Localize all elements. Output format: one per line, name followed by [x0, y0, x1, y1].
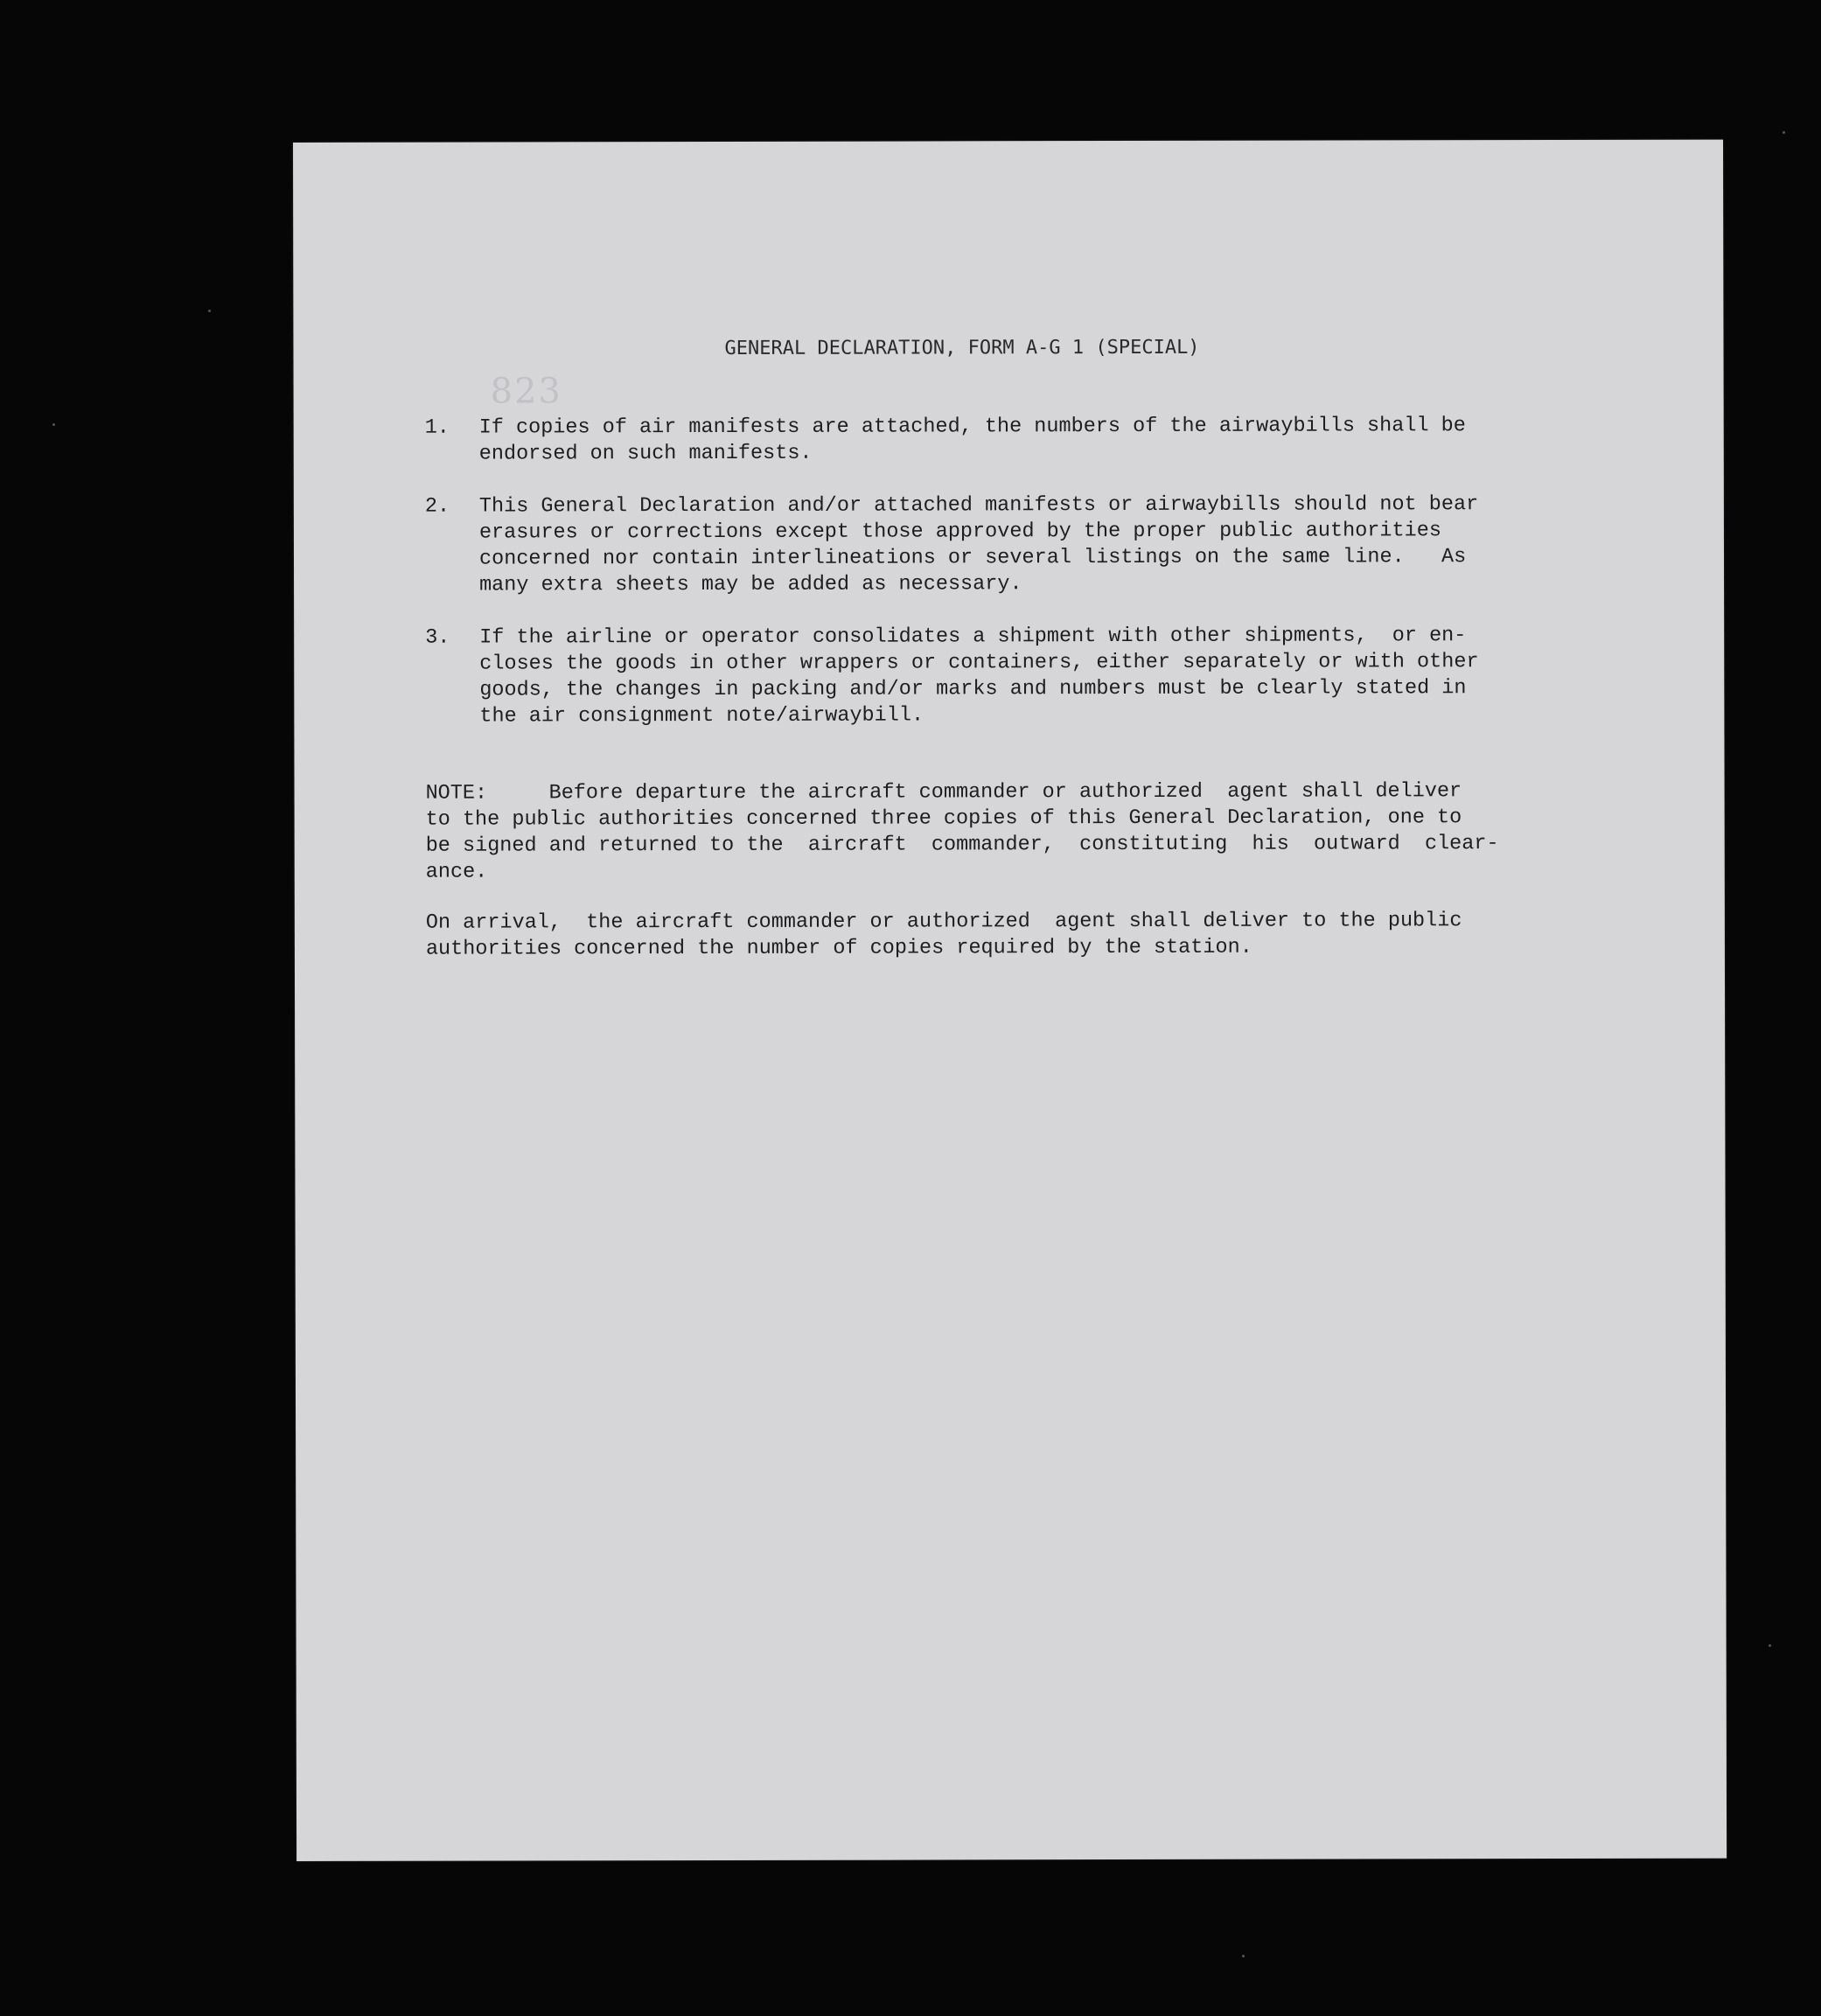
item-number: 2.: [424, 494, 450, 519]
item-text: If the airline or operator consolidates a shipment with other shipments, or en- closes the goods in other wrappers or containers, either separately or with other goods, the changes in packing and/or marks and numbers must be clearly stated in the air consignment note/airwaybill.: [479, 624, 1479, 729]
item-text: This General Declaration and/or attached manifests or airwaybills should not bear erasures or corrections except those approved by the proper public authorities concerned nor contain interlineations or several listings on the same line. As many extra sheets may be added as necessary.: [478, 492, 1479, 597]
list-item: [425, 492, 1597, 599]
document-page: [293, 140, 1727, 1861]
item-text: If copies of air manifests are attached, the numbers of the airwaybills shall be endorsed on such manifests.: [478, 414, 1466, 466]
document-body: [425, 413, 1598, 963]
document-title: GENERAL DECLARATION, FORM A-G 1 (SPECIAL): [724, 336, 1200, 359]
list-item: [425, 623, 1597, 730]
scan-speck: [1783, 131, 1785, 134]
arrival-paragraph: On arrival, the aircraft commander or authorized agent shall deliver to the public authorities concerned the number of copies required by the station.: [425, 909, 1462, 961]
scan-speck: [1242, 1955, 1245, 1957]
scan-speck: [208, 310, 211, 312]
note-paragraph: NOTE: Before departure the aircraft commander or authorized agent shall deliver to the public authorities concerned three copies of this General Declaration, one to be signed and returned to the aircraft commander, constituting his outward clear- ance.: [425, 779, 1499, 884]
scan-speck: [52, 423, 55, 426]
item-number: 1.: [424, 415, 450, 440]
scan-speck: [1769, 1644, 1771, 1647]
list-item: [425, 413, 1597, 468]
item-number: 3.: [425, 625, 450, 650]
faint-stamp-mark: 823: [490, 371, 563, 412]
